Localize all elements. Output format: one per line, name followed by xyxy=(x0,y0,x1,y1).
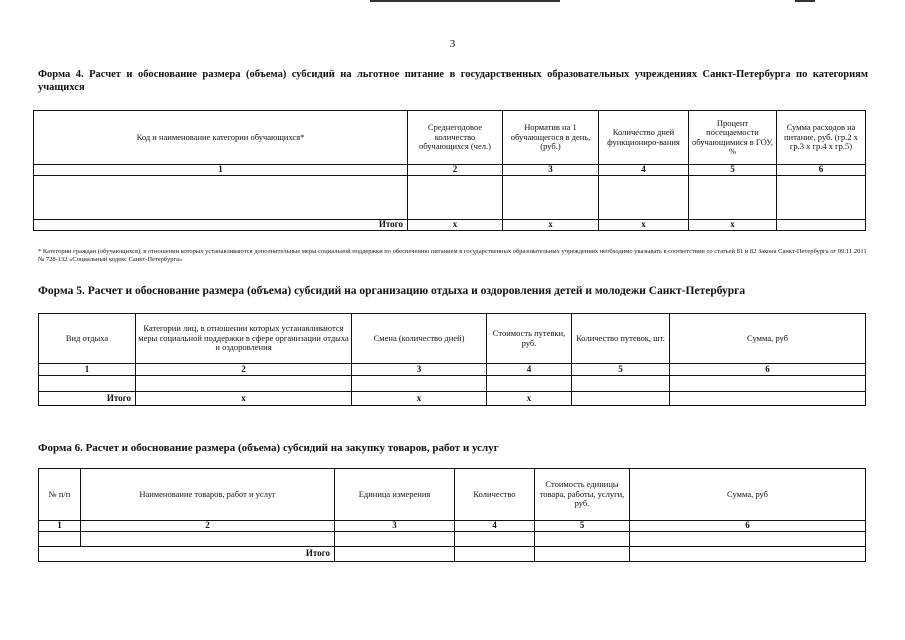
form4-cell xyxy=(599,176,689,220)
form4-footnote: * Категории граждан (обучающихся), в отношении которых устанавливаются дополнительные меры социальной поддержки по обеспечению питанием в государственных образовательных учреждениях необходимо указывать в соответствии со статьей 81 и 82 Закона Санкт-Петербурга от 09.11.2011 № 728-132 «Социальный кодекс Санкт-Петербурга» xyxy=(38,248,867,263)
form5-cell xyxy=(487,376,572,392)
form4-header-attendance: Процент посещаемости обучающимися в ГОУ, % xyxy=(689,111,777,165)
form4-header-norm: Норматив на 1 обучающегося в день, (руб.) xyxy=(503,111,599,165)
form5-cell xyxy=(352,376,487,392)
form4-cell xyxy=(408,176,503,220)
form4-header-days: Количество дней функциониро-вания xyxy=(599,111,689,165)
form5-header-sum: Сумма, руб xyxy=(670,314,866,364)
form6-cell xyxy=(81,532,335,547)
form6-header-quantity: Количество xyxy=(455,469,535,521)
form6-cell xyxy=(455,532,535,547)
form4-colnum: 6 xyxy=(777,165,866,176)
form6-colnum: 6 xyxy=(630,521,866,532)
form6-total-cell xyxy=(335,547,455,562)
form6-header-unit-cost: Стоимость единицы товара, работы, услуги, руб. xyxy=(535,469,630,521)
form5-colnum: 3 xyxy=(352,364,487,376)
form4-total-cell xyxy=(777,220,866,231)
form5-colnum: 5 xyxy=(572,364,670,376)
form6-table xyxy=(38,468,866,562)
page-number: 3 xyxy=(449,38,456,50)
form4-cell xyxy=(503,176,599,220)
form4-total-cell: х xyxy=(408,220,503,231)
form5-cell xyxy=(136,376,352,392)
form6-cell xyxy=(630,532,866,547)
form6-total-label: Итого xyxy=(39,547,335,562)
form4-colnum: 2 xyxy=(408,165,503,176)
form6-header-number: № п/п xyxy=(39,469,81,521)
form4-colnum: 1 xyxy=(34,165,408,176)
form5-cell xyxy=(39,376,136,392)
form4-header-category: Код и наименование категории обучающихся* xyxy=(34,111,408,165)
form6-colnum: 4 xyxy=(455,521,535,532)
form4-colnum: 4 xyxy=(599,165,689,176)
form5-header-voucher-cost: Стоимость путевки, руб. xyxy=(487,314,572,364)
form5-total-cell xyxy=(670,392,866,406)
form5-total-cell: х xyxy=(352,392,487,406)
form6-total-cell xyxy=(535,547,630,562)
form6-total-cell xyxy=(630,547,866,562)
form4-title: Форма 4. Расчет и обоснование размера (объема) субсидий на льготное питание в государственных образовательных учреждениях Санкт-Петербурга по категориям учащихся xyxy=(38,69,868,93)
form6-colnum: 2 xyxy=(81,521,335,532)
form5-cell xyxy=(670,376,866,392)
form6-header-name: Наименование товаров, работ и услуг xyxy=(81,469,335,521)
form5-total-cell: х xyxy=(487,392,572,406)
form6-total-cell xyxy=(455,547,535,562)
form4-cell xyxy=(34,176,408,220)
form5-colnum: 2 xyxy=(136,364,352,376)
form5-colnum: 6 xyxy=(670,364,866,376)
form6-colnum: 3 xyxy=(335,521,455,532)
form6-header-unit: Единица измерения xyxy=(335,469,455,521)
form4-cell xyxy=(689,176,777,220)
form6-title: Форма 6. Расчет и обоснование размера (объема) субсидий на закупку товаров, работ и услуг xyxy=(38,442,499,454)
form4-colnum: 5 xyxy=(689,165,777,176)
form5-header-voucher-count: Количество путевок, шт. xyxy=(572,314,670,364)
top-edge-line-1 xyxy=(370,0,560,2)
form4-colnum: 3 xyxy=(503,165,599,176)
form5-total-cell: х xyxy=(136,392,352,406)
form6-colnum: 5 xyxy=(535,521,630,532)
form5-total-cell xyxy=(572,392,670,406)
form4-header-avg-count: Среднегодовое количество обучающихся (чел.) xyxy=(408,111,503,165)
form4-table xyxy=(33,110,866,231)
form5-header-categories: Категории лиц, в отношении которых устанавливаются меры социальной поддержки в сфере организации отдыха и оздоровления xyxy=(136,314,352,364)
form4-total-cell: х xyxy=(503,220,599,231)
form4-total-cell: х xyxy=(689,220,777,231)
form5-title: Форма 5. Расчет и обоснование размера (объема) субсидий на организацию отдыха и оздоровления детей и молодежи Санкт-Петербурга xyxy=(38,285,746,297)
form5-header-rest-type: Вид отдыха xyxy=(39,314,136,364)
form6-cell xyxy=(335,532,455,547)
form5-total-label: Итого xyxy=(39,392,136,406)
form5-cell xyxy=(572,376,670,392)
form4-total-cell: х xyxy=(599,220,689,231)
form6-cell xyxy=(39,532,81,547)
form4-header-sum: Сумма расходов на питание, руб. (гр.2 х гр.3 х гр.4 х гр.5) xyxy=(777,111,866,165)
form4-total-label: Итого xyxy=(34,220,408,231)
form4-cell xyxy=(777,176,866,220)
form5-colnum: 4 xyxy=(487,364,572,376)
form5-table xyxy=(38,313,866,406)
form6-header-sum: Сумма, руб xyxy=(630,469,866,521)
form6-colnum: 1 xyxy=(39,521,81,532)
form5-colnum: 1 xyxy=(39,364,136,376)
top-edge-line-2 xyxy=(795,0,815,2)
form6-cell xyxy=(535,532,630,547)
form5-header-shift: Смена (количество дней) xyxy=(352,314,487,364)
